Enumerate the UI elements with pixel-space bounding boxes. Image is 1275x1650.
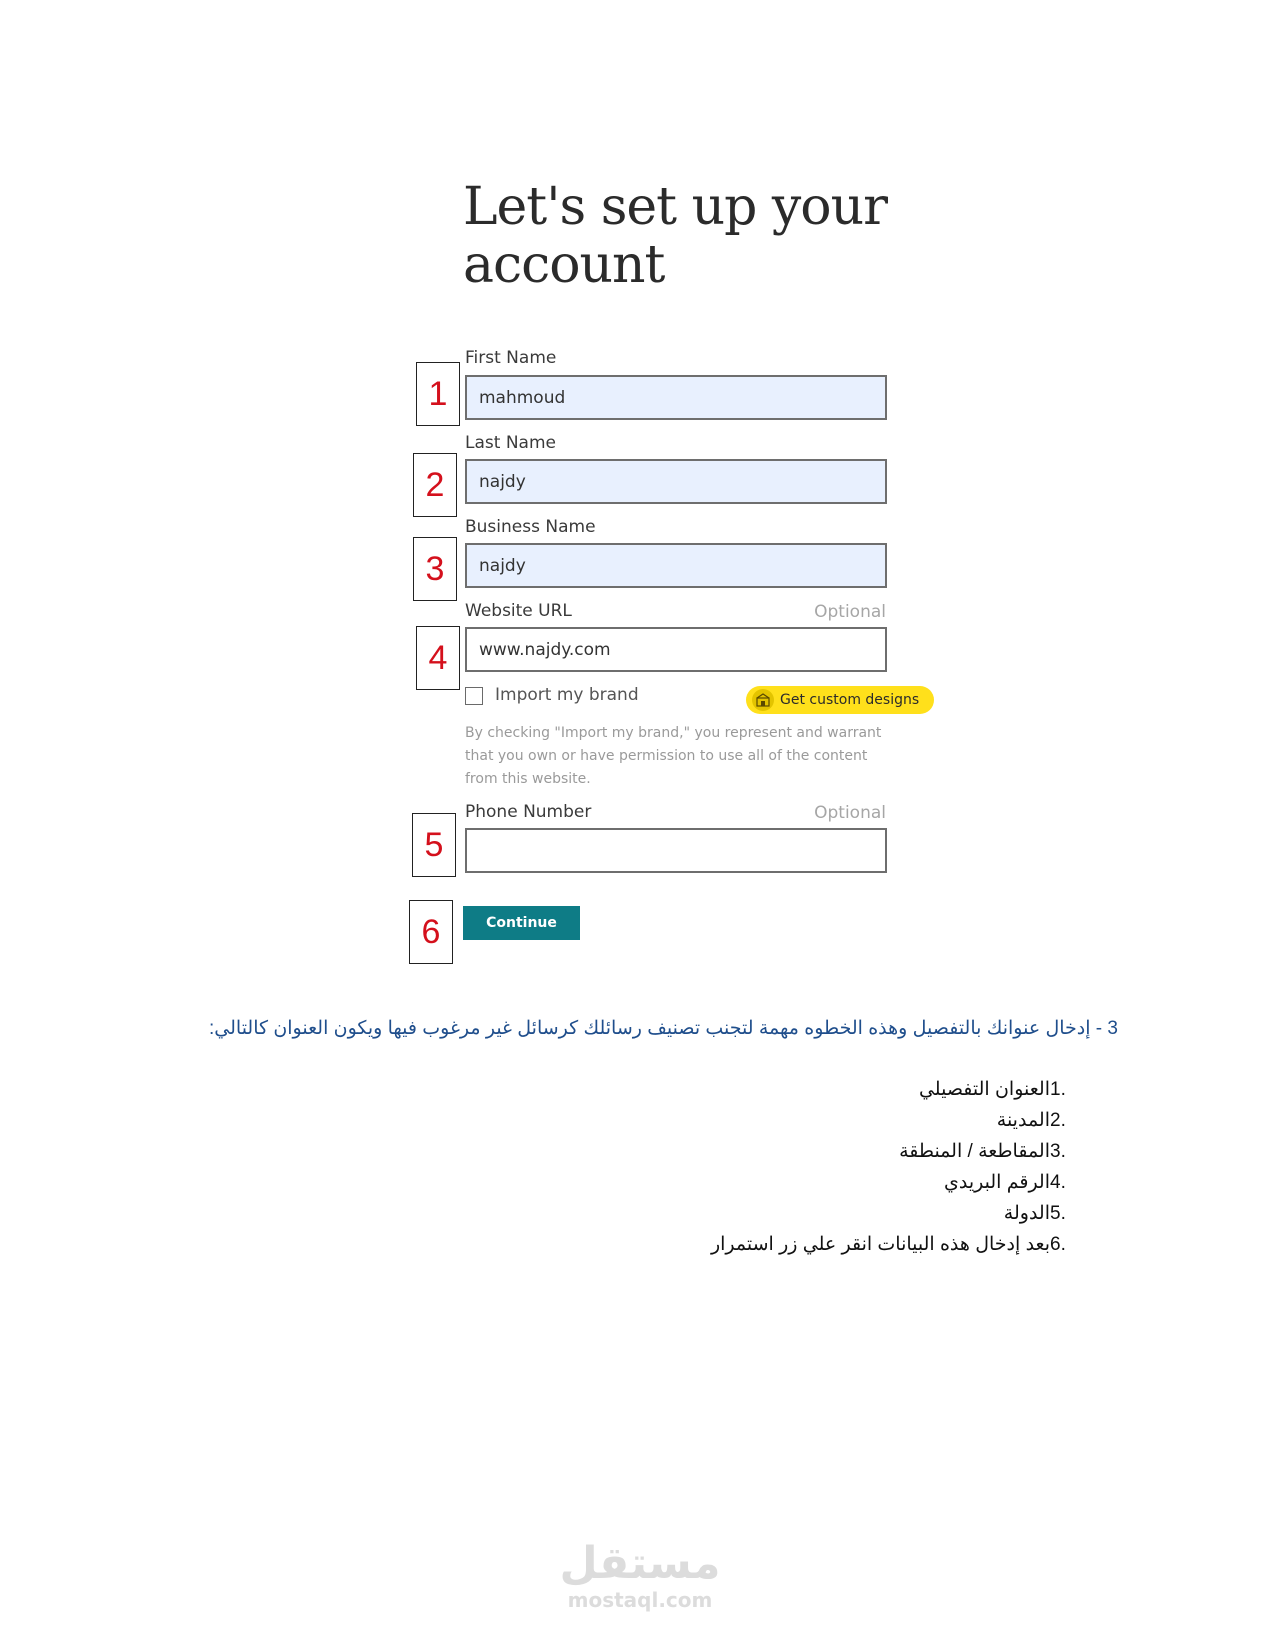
first-name-input[interactable]	[465, 375, 887, 420]
list-item: 2. المدينة	[996, 1110, 1066, 1131]
phone-number-optional: Optional	[814, 803, 886, 823]
list-item: 3. المقاطعة / المنطقة	[899, 1141, 1066, 1162]
page-title: Let's set up your account	[463, 177, 887, 295]
watermark	[555, 1540, 725, 1612]
list-item: 4. الرقم البريدي	[944, 1172, 1066, 1193]
instruction-list	[488, 1074, 1088, 1260]
phone-number-input[interactable]	[465, 828, 887, 873]
instruction-heading	[118, 1017, 1118, 1040]
continue-button[interactable]: Continue	[463, 906, 580, 940]
marker-6: 6	[409, 900, 453, 964]
step-number: 3	[1107, 1018, 1118, 1039]
first-name-label: First Name	[465, 348, 557, 368]
step-text: - إدخال عنوانك بالتفصيل وهذه الخطوه مهمة لتجنب تصنيف رسائلك كرسائل غير مرغوب فيها ويكون العنوان كالتالي:	[209, 1018, 1103, 1039]
get-custom-designs-label: Get custom designs	[780, 692, 920, 708]
marker-4: 4	[416, 626, 460, 690]
import-disclaimer: By checking "Import my brand," you represent and warrant that you own or have permission to use all of the content from this website.	[465, 725, 882, 787]
design-icon	[752, 689, 774, 711]
watermark-latin: mostaql.com	[567, 1588, 713, 1612]
marker-5: 5	[412, 813, 456, 877]
last-name-input[interactable]	[465, 459, 887, 504]
last-name-label: Last Name	[465, 433, 556, 453]
phone-number-label: Phone Number	[465, 802, 592, 822]
list-item: 1. العنوان التفصيلي	[918, 1079, 1066, 1100]
list-item: 5. الدولة	[1003, 1203, 1066, 1224]
import-brand-checkbox[interactable]	[465, 687, 483, 705]
import-brand-label: Import my brand	[495, 685, 639, 705]
get-custom-designs-button[interactable]	[746, 686, 934, 714]
website-url-input[interactable]	[465, 627, 887, 672]
business-name-input[interactable]	[465, 543, 887, 588]
marker-3: 3	[413, 537, 457, 601]
business-name-label: Business Name	[465, 517, 596, 537]
marker-1: 1	[416, 362, 460, 426]
watermark-arabic: مستقل	[559, 1538, 721, 1589]
list-item: 6. بعد إدخال هذه البيانات انقر علي زر استمرار	[710, 1234, 1066, 1255]
website-url-label: Website URL	[465, 601, 572, 621]
marker-2: 2	[413, 453, 457, 517]
website-url-optional: Optional	[814, 602, 886, 622]
